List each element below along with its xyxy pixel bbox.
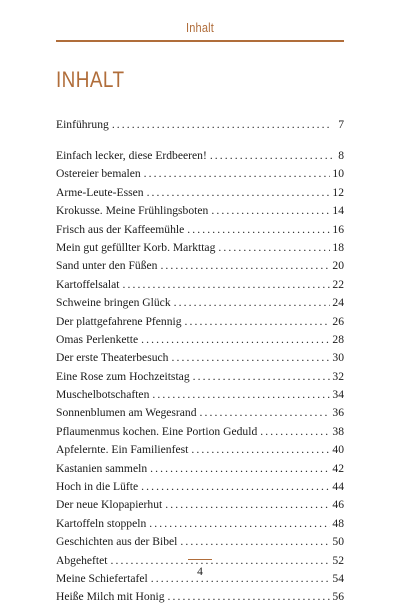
toc-entry bbox=[56, 515, 344, 533]
toc-leader-dots bbox=[191, 441, 330, 459]
toc-leader-dots bbox=[185, 313, 331, 331]
toc-entry bbox=[56, 294, 344, 312]
toc-intro-list bbox=[56, 116, 344, 134]
toc-entry-page: 14 bbox=[332, 204, 344, 218]
toc-entry-page: 8 bbox=[338, 149, 344, 162]
toc-leader-dots bbox=[193, 368, 331, 386]
toc-entry-page: 40 bbox=[332, 443, 344, 457]
toc-entry bbox=[56, 478, 344, 496]
toc-entry bbox=[56, 404, 344, 422]
toc-leader-dots bbox=[171, 349, 330, 367]
toc-entry-title: Apfelernte. Ein Familienfest bbox=[56, 443, 189, 457]
toc-entry-page: 56 bbox=[332, 590, 344, 604]
toc-leader-dots bbox=[141, 478, 330, 496]
toc-entry bbox=[56, 423, 344, 441]
toc-entry-title: Hoch in die Lüfte bbox=[56, 480, 139, 494]
toc-leader-dots bbox=[123, 276, 331, 294]
toc-leader-dots bbox=[112, 116, 332, 134]
toc-entry-title: Ostereier bemalen bbox=[56, 167, 141, 181]
toc-leader-dots bbox=[200, 404, 331, 422]
toc-leader-dots bbox=[160, 257, 330, 275]
toc-entry bbox=[56, 165, 344, 183]
footer-rule bbox=[188, 559, 212, 560]
toc-entry-page: 24 bbox=[332, 296, 344, 310]
toc-entry-title: Einführung bbox=[56, 118, 109, 131]
toc-entry-title: Mein gut gefüllter Korb. Markttag bbox=[56, 240, 216, 254]
toc-leader-dots bbox=[218, 239, 330, 257]
toc-entry bbox=[56, 239, 344, 257]
page-title: INHALT bbox=[56, 67, 125, 92]
toc-entry-page: 46 bbox=[332, 498, 344, 512]
toc-entry-title: Eine Rose zum Hochzeitstag bbox=[56, 369, 190, 383]
toc-entry bbox=[56, 184, 344, 202]
toc-entry-title: Heiße Milch mit Honig bbox=[56, 590, 165, 604]
toc-entry-page: 12 bbox=[332, 185, 344, 199]
toc-leader-dots bbox=[187, 221, 330, 239]
toc-entry bbox=[56, 331, 344, 349]
toc-entry bbox=[56, 441, 344, 459]
toc-entry bbox=[56, 276, 344, 294]
toc-leader-dots bbox=[180, 533, 330, 551]
toc-entry-page: 20 bbox=[332, 259, 344, 273]
toc-entry-page: 7 bbox=[338, 118, 344, 131]
toc-entry-page: 44 bbox=[332, 480, 344, 494]
toc-entry-page: 18 bbox=[332, 240, 344, 254]
toc-entry-page: 48 bbox=[332, 516, 344, 530]
toc-leader-dots bbox=[211, 202, 330, 220]
toc-entry-title: Muschelbotschaften bbox=[56, 388, 150, 402]
toc-entry-title: Sonnenblumen am Wegesrand bbox=[56, 406, 197, 420]
toc-entry bbox=[56, 533, 344, 551]
toc-leader-dots bbox=[165, 496, 330, 514]
toc-entry-title: Arme-Leute-Essen bbox=[56, 185, 144, 199]
toc-entry-page: 10 bbox=[332, 167, 344, 181]
toc-entry-page: 54 bbox=[332, 571, 344, 585]
toc-entry-page: 22 bbox=[332, 277, 344, 291]
toc-leader-dots bbox=[152, 386, 330, 404]
toc-leader-dots bbox=[168, 588, 331, 606]
toc-entry-title: Omas Perlenkette bbox=[56, 332, 139, 346]
toc-entry bbox=[56, 349, 344, 367]
toc-entry-title: Kastanien sammeln bbox=[56, 461, 148, 475]
toc-entry-title: Der erste Theaterbesuch bbox=[56, 351, 169, 365]
toc-entry-title: Schweine bringen Glück bbox=[56, 296, 171, 310]
toc-entry bbox=[56, 257, 344, 275]
toc-entry-page: 16 bbox=[332, 222, 344, 236]
toc-leader-dots bbox=[174, 294, 331, 312]
toc-entry-page: 36 bbox=[332, 406, 344, 420]
toc-entry-title: Pflaumenmus kochen. Eine Portion Geduld bbox=[56, 424, 258, 438]
toc-entry bbox=[56, 386, 344, 404]
toc-entry bbox=[56, 588, 344, 606]
toc-entry bbox=[56, 496, 344, 514]
toc-entry bbox=[56, 313, 344, 331]
running-head: Inhalt bbox=[186, 21, 214, 35]
toc-entry-page: 52 bbox=[332, 553, 344, 567]
toc-leader-dots bbox=[150, 460, 330, 478]
toc-entry-title: Abgeheftet bbox=[56, 553, 108, 567]
toc-leader-dots bbox=[149, 515, 330, 533]
toc-entry-page: 26 bbox=[332, 314, 344, 328]
toc-entry bbox=[56, 460, 344, 478]
toc-entry-page: 38 bbox=[332, 424, 344, 438]
toc-leader-dots bbox=[147, 184, 331, 202]
toc-entry-title: Einfach lecker, diese Erdbeeren! bbox=[56, 149, 207, 162]
toc-entry-title: Meine Schiefertafel bbox=[56, 571, 148, 585]
toc-entry-page: 42 bbox=[332, 461, 344, 475]
toc-list bbox=[56, 147, 344, 607]
toc-entry-title: Kartoffelsalat bbox=[56, 277, 120, 291]
toc-entry bbox=[56, 368, 344, 386]
toc-entry-title: Der plattgefahrene Pfennig bbox=[56, 314, 182, 328]
toc-entry-title: Der neue Klopapierhut bbox=[56, 498, 163, 512]
toc-leader-dots bbox=[210, 147, 332, 165]
page-number: 4 bbox=[197, 566, 203, 578]
toc-entry-title: Kartoffeln stoppeln bbox=[56, 516, 147, 530]
toc-entry-page: 30 bbox=[332, 351, 344, 365]
toc-entry-page: 28 bbox=[332, 332, 344, 346]
toc-entry-title: Sand unter den Füßen bbox=[56, 259, 158, 273]
toc-entry-page: 34 bbox=[332, 388, 344, 402]
toc-leader-dots bbox=[260, 423, 330, 441]
toc-entry-title: Krokusse. Meine Frühlingsboten bbox=[56, 204, 209, 218]
header-rule bbox=[56, 40, 344, 42]
toc-entry-title: Frisch aus der Kaffeemühle bbox=[56, 222, 185, 236]
toc-entry-title: Geschichten aus der Bibel bbox=[56, 535, 178, 549]
toc-leader-dots bbox=[141, 331, 330, 349]
toc-entry bbox=[56, 147, 344, 165]
toc-entry-page: 50 bbox=[332, 535, 344, 549]
toc-entry-page: 32 bbox=[332, 369, 344, 383]
toc-entry bbox=[56, 202, 344, 220]
toc-leader-dots bbox=[144, 165, 331, 183]
toc-entry bbox=[56, 221, 344, 239]
toc-entry bbox=[56, 116, 344, 134]
